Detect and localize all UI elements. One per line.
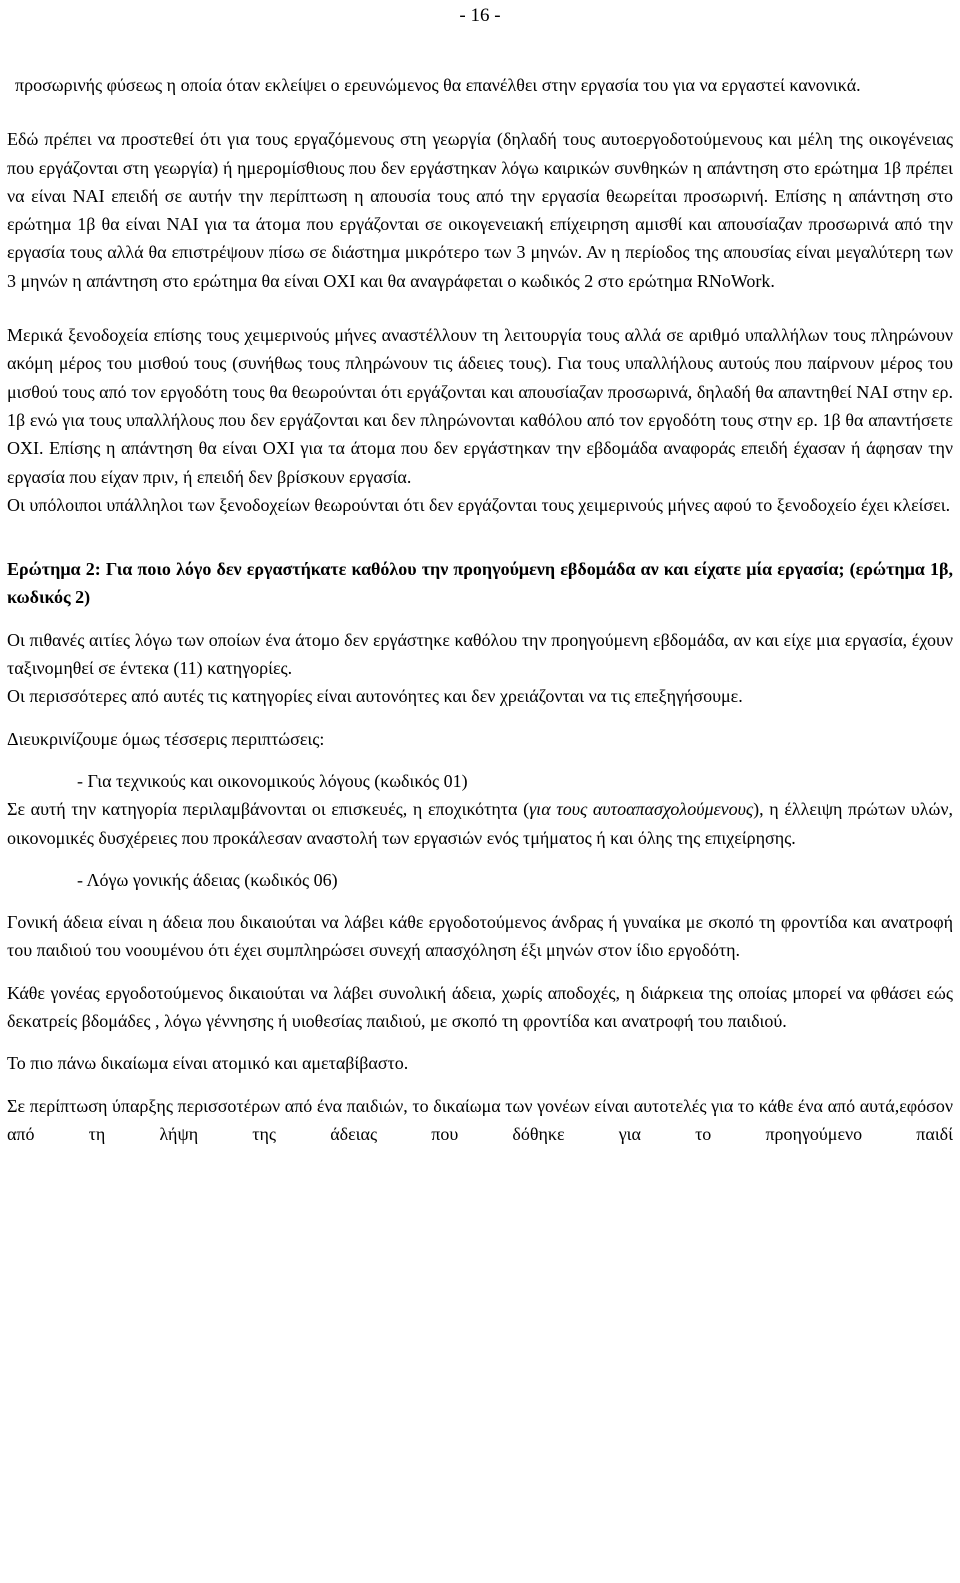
paragraph-continuation: προσωρινής φύσεως η οποία όταν εκλείψει ο ερευνώμενος θα επανέλθει στην εργασία του για να εργαστεί κανονικά. bbox=[15, 75, 861, 95]
paragraph-clarify: Διευκρινίζουμε όμως τέσσερις περιπτώσεις: bbox=[7, 728, 325, 749]
paragraph-individual-right: Το πιο πάνω δικαίωμα είναι ατομικό και αμεταβίβαστο. bbox=[7, 1053, 409, 1074]
paragraph-technical bbox=[7, 795, 953, 852]
paragraph-causes: Οι πιθανές αιτίες λόγω των οποίων ένα άτομο δεν εργάστηκε καθόλου την προηγούμενη εβδομάδα, αν και είχε μια εργασία, έχουν ταξινομηθεί σε έντεκα (11) κατηγορίες. bbox=[7, 629, 953, 679]
paragraph-parental-leave: Γονική άδεια είναι η άδεια που δικαιούται να λάβει κάθε εργοδοτούμενος άνδρας ή γυναίκα με σκοπό τη φροντίδα και ανατροφή του παιδιού του νοουμένου ότι έχει συμπληρώσει συνεχή απασχόληση έξι μηνών στον ίδιο εργοδότη. bbox=[7, 912, 953, 961]
paragraph-parent-rights: Κάθε γονέας εργοδοτούμενος δικαιούται να λάβει συνολική άδεια, χωρίς αποδοχές, η διάρκεια της οποίας μπορεί να φθάσει εώς δεκατρείς βδομάδες , λόγω γέννησης ή υιοθεσίας παιδιού, με σκοπό τη φροντίδα και ανατροφή του παιδιού. bbox=[7, 982, 953, 1032]
technical-text-end: ), η έλλειψη πρώτων υλών, οικονομικές δυσχέρειες που προκάλεσαν αναστολή των εργασιών ενός τμήματος ή και όλης της επιχείρησης. bbox=[7, 799, 953, 848]
technical-text-italic: για τους αυτοαπασχολούμενους bbox=[529, 799, 754, 820]
paragraph-hotels: Μερικά ξενοδοχεία επίσης τους χειμερινούς μήνες αναστέλλουν τη λειτουργία τους αλλά σε αριθμό υπαλλήλων τους πληρώνουν ακόμη μέρος του μισθού τους (συνήθως τους πληρώνουν τις άδειες τους). Για τους υπαλλήλους αυτούς που παίρνουν μέρος του μισθού τους από τον εργοδότη τους θα θεωρούνται ότι εργάζονται και απουσίαζαν προσωρινά, δηλαδή θα απαντηθεί ΝΑΙ στην ερ. 1β ενώ για τους υπαλλήλους που δεν εργάζονται και δεν πληρώνονται καθόλου από τον εργοδότη τους στην ερ. 1β θα απαντήσετε ΟΧΙ. Επίσης η απάντηση θα είναι ΟΧΙ για τα άτομα που δεν εργάστηκαν την εβδομάδα αναφοράς επειδή έχασαν ή άφησαν την εργασία που είχαν πριν, ή επειδή δεν βρίσκουν εργασία. bbox=[7, 325, 953, 487]
paragraph-categories: Οι περισσότερες από αυτές τις κατηγορίες είναι αυτονόητες και δεν χρειάζονται να τις επεξηγήσουμε. bbox=[7, 686, 743, 707]
paragraph-agriculture: Εδώ πρέπει να προστεθεί ότι για τους εργαζόμενους στη γεωργία (δηλαδή τους αυτοεργοδοτούμενους και μέλη της οικογένειας που εργάζονται στη γεωργία) ή ημερομίσθιους που δεν εργάστηκαν λόγω καιρικών συνθηκών η απάντηση στο ερώτημα 1β πρέπει να είναι ΝΑΙ επειδή σε αυτήν την περίπτωση η απουσία τους από την εργασία θεωρείται προσωρινή. Επίσης η απάντηση στο ερώτημα 1β θα είναι ΝΑΙ για τα άτομα που εργάζονται σε οικογενειακή επίχειρηση αμισθί και απουσίαζαν προσωρινά από την εργασία τους αλλά θα επιστρέψουν πίσω σε διάστημα μικρότερο των 3 μηνών. Αν η περίοδος της απουσίας είναι μεγαλύτερη των 3 μηνών η απάντηση στο ερώτημα θα είναι ΟΧΙ και θα αναγράφεται ο κωδικός 2 στο ερώτημα RNoWork. bbox=[7, 129, 953, 291]
technical-text-start: Σε αυτή την κατηγορία περιλαμβάνονται οι επισκευές, η εποχικότητα ( bbox=[7, 799, 530, 820]
paragraph-hotel-staff: Οι υπόλοιποι υπάλληλοι των ξενοδοχείων θεωρούνται ότι δεν εργάζονται τους χειμερινούς μήνες αφού το ξενοδοχείο έχει κλείσει. bbox=[7, 494, 951, 515]
list-item-parental: - Λόγω γονικής άδειας (κωδικός 06) bbox=[77, 869, 338, 890]
paragraph-multiple-children: Σε περίπτωση ύπαρξης περισσοτέρων από ένα παιδιών, το δικαίωμα των γονέων είναι αυτοτελές για το κάθε ένα από αυτά,εφόσον από τη λήψη της άδειας που δόθηκε για το προηγούμενο παιδί bbox=[7, 1095, 953, 1144]
question-heading: Ερώτημα 2: Για ποιο λόγο δεν εργαστήκατε καθόλου την προηγούμενη εβδομάδα αν και είχατε μία εργασία; (ερώτημα 1β, κωδικός 2) bbox=[7, 559, 953, 608]
page-number: - 16 - bbox=[459, 5, 501, 26]
document-body bbox=[7, 71, 953, 1148]
list-item-technical: - Για τεχνικούς και οικονομικούς λόγους (κωδικός 01) bbox=[77, 770, 468, 791]
